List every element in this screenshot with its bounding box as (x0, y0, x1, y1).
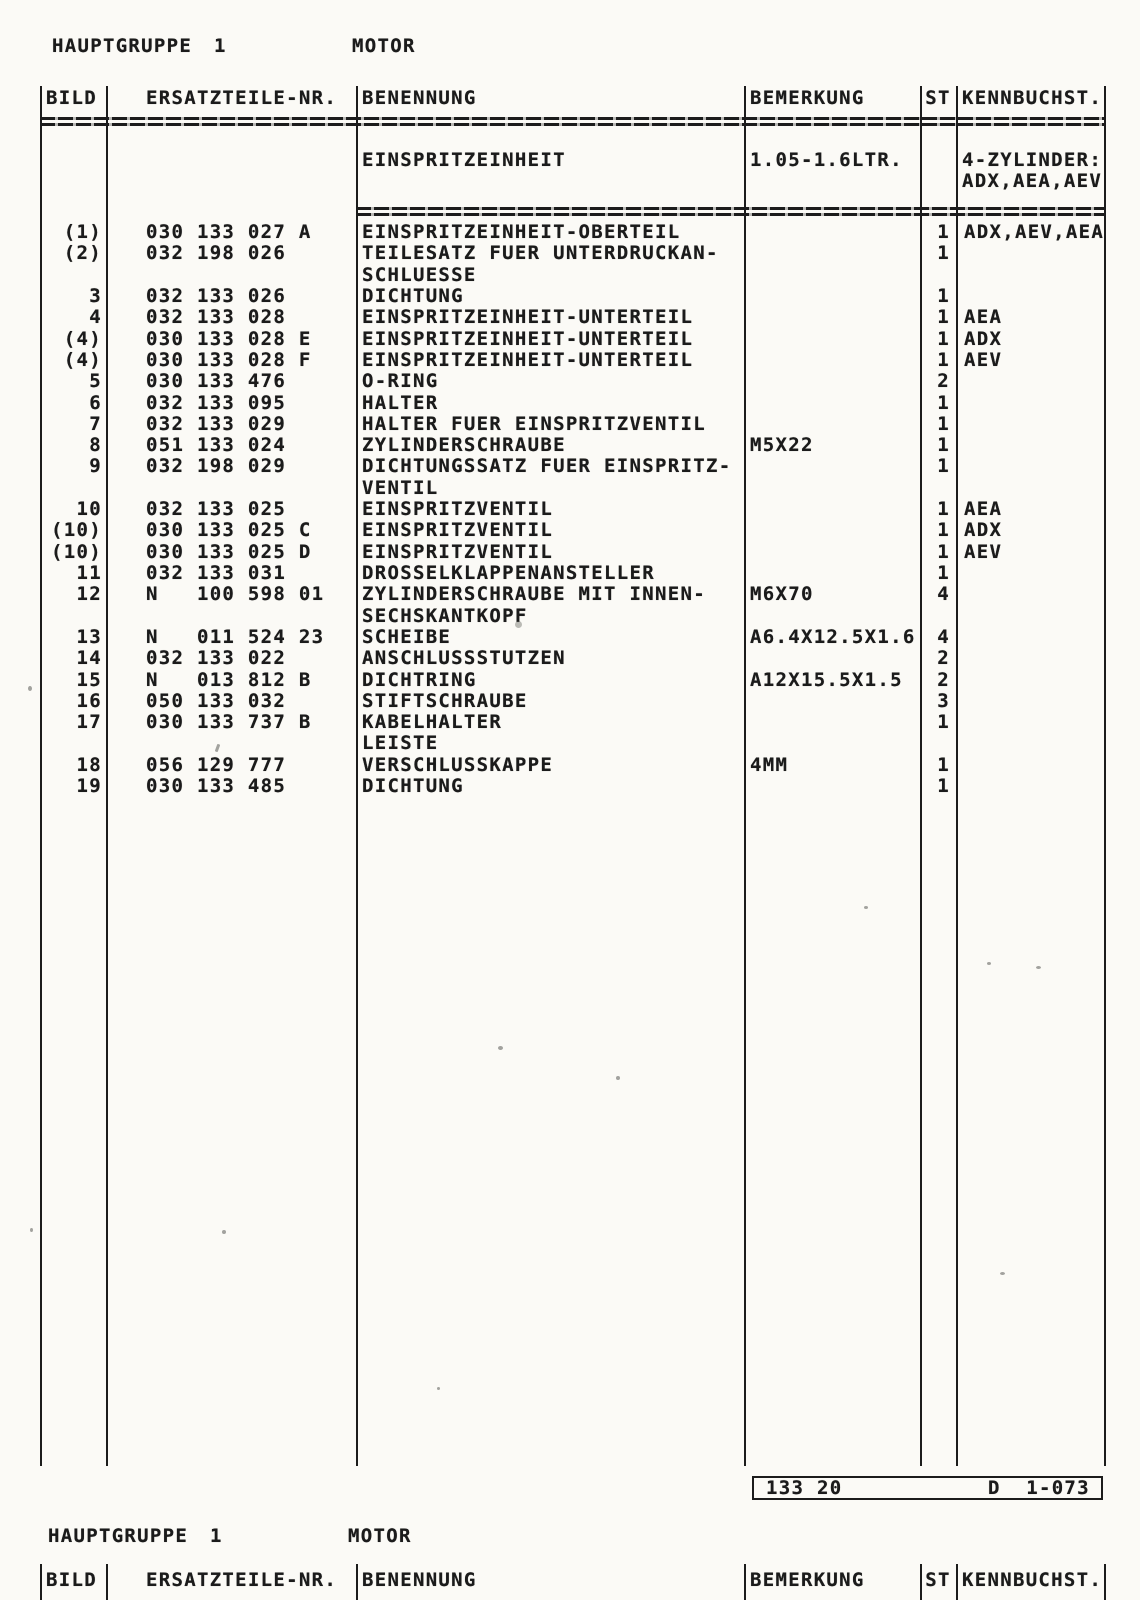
table-row (40, 350, 1104, 371)
cell-remark: M6X70 (750, 583, 814, 606)
description-line: EINSPRITZEINHEIT-UNTERTEIL (362, 348, 694, 371)
cell-bild: 7 (89, 412, 102, 435)
cell-part-number: 032 198 026 (146, 242, 287, 265)
next-column-divider-benennung (744, 1564, 746, 1600)
description-line: DROSSELKLAPPENANSTELLER (362, 562, 655, 584)
cell-description (362, 648, 566, 669)
col-header-bemerkung: BEMERKUNG (750, 87, 865, 109)
cell-part-number: 030 133 737 B (146, 711, 312, 734)
cell-description (362, 712, 502, 755)
cell-bild: (2) (63, 242, 102, 265)
description-line: EINSPRITZEINHEIT-OBERTEIL (362, 221, 681, 243)
table-row (40, 393, 1104, 414)
next-column-divider-nr (356, 1564, 358, 1600)
figure-number: 133 20 (766, 1477, 843, 1499)
next-table-border-left (40, 1564, 42, 1600)
next-page-title: MOTOR (348, 1525, 412, 1547)
cell-description (362, 286, 464, 307)
cell-qty: 2 (937, 647, 950, 670)
cell-remark: A12X15.5X1.5 (750, 668, 903, 691)
next-col-header-bild: BILD (46, 1569, 97, 1591)
cell-qty: 4 (937, 625, 950, 648)
next-col-header-ersatzteile: ERSATZTEILE-NR. (146, 1569, 338, 1591)
cell-qty: 1 (937, 327, 950, 350)
table-row (40, 627, 1104, 648)
table-row (40, 243, 1104, 286)
cell-remark: M5X22 (750, 434, 814, 457)
table-row (40, 691, 1104, 712)
cell-bild: 15 (76, 668, 102, 691)
cell-description (362, 222, 680, 243)
table-row (40, 584, 1104, 627)
cell-description (362, 393, 438, 414)
table-row (40, 286, 1104, 307)
cell-part-number: 056 129 777 (146, 753, 287, 776)
page-reference-box (752, 1476, 1103, 1500)
header-rule-bottom (40, 123, 1106, 126)
cell-qty: 1 (937, 498, 950, 521)
section-remark: 1.05-1.6LTR. (750, 149, 903, 171)
table-row (40, 542, 1104, 563)
next-column-divider-bild (106, 1564, 108, 1600)
cell-qty: 1 (937, 391, 950, 414)
table-row (40, 456, 1104, 499)
cell-code: AEA (964, 498, 1003, 521)
cell-description (362, 670, 477, 691)
cell-qty: 1 (937, 711, 950, 734)
scan-speck (30, 1228, 33, 1232)
cell-part-number: 032 133 029 (146, 412, 287, 435)
cell-description (362, 755, 553, 776)
cell-bild: 18 (76, 753, 102, 776)
cell-part-number: N 011 524 23 (146, 625, 325, 648)
description-line: DICHTUNGSSATZ FUER EINSPRITZ- (362, 455, 732, 478)
description-line: EINSPRITZEINHEIT-UNTERTEIL (362, 327, 694, 350)
description-line: KABELHALTER (362, 711, 503, 734)
scan-speck (864, 906, 868, 909)
cell-qty: 1 (937, 540, 950, 563)
cell-description (362, 456, 731, 499)
description-line: EINSPRITZEINHEIT-UNTERTEIL (362, 306, 694, 329)
scan-speck (616, 1076, 620, 1080)
description-line: DICHTUNG (362, 775, 464, 798)
cell-qty: 1 (937, 519, 950, 542)
cell-description (362, 542, 553, 563)
table-row (40, 371, 1104, 392)
next-hauptgruppe-number: 1 (210, 1525, 223, 1547)
cell-part-number: 030 133 485 (146, 775, 287, 798)
description-line: HALTER FUER EINSPRITZVENTIL (362, 412, 706, 435)
col-header-bild: BILD (46, 87, 97, 109)
cell-description (362, 350, 693, 371)
description-line: ANSCHLUSSSTUTZEN (362, 647, 566, 670)
table-row (40, 712, 1104, 755)
cell-bild: 4 (89, 306, 102, 329)
cell-qty: 1 (937, 221, 950, 243)
scan-speck (222, 1230, 226, 1234)
col-header-ersatzteile: ERSATZTEILE-NR. (146, 87, 338, 109)
table-row (40, 670, 1104, 691)
cell-bild: (10) (51, 540, 102, 563)
description-line: ZYLINDERSCHRAUBE (362, 434, 566, 457)
scan-speck (1036, 966, 1041, 969)
page-title: MOTOR (352, 35, 416, 57)
table-row (40, 776, 1104, 797)
cell-bild: 9 (89, 455, 102, 478)
cell-bild: (10) (51, 519, 102, 542)
table-row (40, 499, 1104, 520)
cell-bild: 3 (89, 284, 102, 307)
col-header-kennbuchst: KENNBUCHST. (962, 87, 1103, 109)
cell-code: AEA (964, 306, 1003, 329)
description-line: EINSPRITZVENTIL (362, 519, 554, 542)
description-line: ZYLINDERSCHRAUBE MIT INNEN- (362, 583, 706, 606)
cell-bild: 8 (89, 434, 102, 457)
cell-bild: 5 (89, 370, 102, 393)
table-row (40, 648, 1104, 669)
cell-part-number: 030 133 025 D (146, 540, 312, 563)
cell-qty: 1 (937, 348, 950, 371)
cell-description (362, 414, 706, 435)
cell-qty: 1 (937, 455, 950, 478)
hauptgruppe-label: HAUPTGRUPPE (52, 35, 193, 57)
cell-code: AEV (964, 540, 1003, 563)
table-row (40, 520, 1104, 541)
cell-bild: (4) (63, 348, 102, 371)
description-line: HALTER (362, 391, 439, 414)
table-row (40, 435, 1104, 456)
cell-qty: 1 (937, 562, 950, 584)
cell-bild: 11 (76, 562, 102, 584)
cell-bild: (4) (63, 327, 102, 350)
cell-qty: 1 (937, 753, 950, 776)
cell-part-number: 030 133 025 C (146, 519, 312, 542)
section-code-line2: ADX,AEA,AEV (962, 170, 1103, 192)
page-code: D 1-073 (988, 1477, 1090, 1499)
hauptgruppe-number: 1 (214, 35, 227, 57)
cell-description (362, 435, 566, 456)
cell-part-number: 051 133 024 (146, 434, 287, 457)
scan-speck (515, 621, 522, 628)
header-rule-top (40, 117, 1106, 120)
cell-part-number: 032 133 026 (146, 284, 287, 307)
description-line: SCHEIBE (362, 625, 452, 648)
cell-part-number: 030 133 476 (146, 370, 287, 393)
description-line: DICHTUNG (362, 284, 464, 307)
cell-part-number: 032 133 022 (146, 647, 287, 670)
cell-part-number: 032 133 025 (146, 498, 287, 521)
section-rule-bottom (356, 213, 1106, 216)
table-row (40, 307, 1104, 328)
cell-qty: 4 (937, 583, 950, 606)
cell-bild: 19 (76, 775, 102, 798)
cell-qty: 3 (937, 689, 950, 712)
description-line: LEISTE (362, 732, 439, 755)
cell-code: ADX (964, 327, 1003, 350)
next-col-header-bemerkung: BEMERKUNG (750, 1569, 865, 1591)
cell-qty: 2 (937, 370, 950, 393)
next-col-header-benennung: BENENNUNG (362, 1569, 477, 1591)
cell-part-number: 032 133 031 (146, 562, 287, 584)
cell-bild: 17 (76, 711, 102, 734)
cell-remark: A6.4X12.5X1.6 (750, 625, 916, 648)
cell-description (362, 563, 655, 584)
description-line: EINSPRITZVENTIL (362, 540, 554, 563)
table-row (40, 755, 1104, 776)
next-col-header-kennbuchst: KENNBUCHST. (962, 1569, 1103, 1591)
scan-speck (498, 1046, 503, 1050)
scan-speck (437, 1387, 440, 1390)
cell-description (362, 520, 553, 541)
cell-bild: 16 (76, 689, 102, 712)
section-title: EINSPRITZEINHEIT (362, 149, 566, 171)
next-table-border-right (1104, 1564, 1106, 1600)
next-hauptgruppe-label: HAUPTGRUPPE (48, 1525, 189, 1547)
next-column-divider-st (956, 1564, 958, 1600)
cell-description (362, 371, 438, 392)
scan-speck (1000, 1272, 1005, 1275)
description-line: TEILESATZ FUER UNTERDRUCKAN- (362, 242, 719, 265)
cell-description (362, 243, 719, 286)
cell-description (362, 499, 553, 520)
description-line: EINSPRITZVENTIL (362, 498, 554, 521)
cell-part-number: 030 133 027 A (146, 221, 312, 243)
cell-bild: 12 (76, 583, 102, 606)
cell-remark: 4MM (750, 753, 789, 776)
table-row (40, 563, 1104, 584)
cell-code: AEV (964, 348, 1003, 371)
scan-speck (28, 686, 32, 691)
description-line: SCHLUESSE (362, 263, 477, 286)
col-header-st: ST (925, 87, 951, 109)
next-col-header-st: ST (925, 1569, 951, 1591)
cell-bild: (1) (63, 221, 102, 243)
cell-qty: 2 (937, 668, 950, 691)
cell-part-number: 032 133 028 (146, 306, 287, 329)
cell-part-number: N 100 598 01 (146, 583, 325, 606)
cell-part-number: 030 133 028 F (146, 348, 312, 371)
description-line: STIFTSCHRAUBE (362, 689, 528, 712)
cell-bild: 13 (76, 625, 102, 648)
cell-description (362, 691, 528, 712)
cell-qty: 1 (937, 284, 950, 307)
col-header-benennung: BENENNUNG (362, 87, 477, 109)
cell-qty: 1 (937, 242, 950, 265)
cell-description (362, 307, 693, 328)
table-border-right (1104, 86, 1106, 1466)
cell-qty: 1 (937, 306, 950, 329)
cell-description (362, 584, 706, 627)
table-rows (40, 222, 1104, 797)
section-rule-top (356, 207, 1106, 210)
table-row (40, 414, 1104, 435)
cell-qty: 1 (937, 434, 950, 457)
scan-speck (987, 962, 991, 965)
cell-part-number: 032 133 095 (146, 391, 287, 414)
description-line: DICHTRING (362, 668, 477, 691)
cell-bild: 6 (89, 391, 102, 414)
cell-code: ADX,AEV,AEA (964, 221, 1105, 243)
description-line: SECHSKANTKOPF (362, 604, 528, 627)
description-line: O-RING (362, 370, 439, 393)
description-line: VERSCHLUSSKAPPE (362, 753, 554, 776)
cell-bild: 10 (76, 498, 102, 521)
cell-part-number: N 013 812 B (146, 668, 312, 691)
cell-description (362, 627, 451, 648)
cell-part-number: 030 133 028 E (146, 327, 312, 350)
cell-part-number: 032 198 029 (146, 455, 287, 478)
table-row (40, 329, 1104, 350)
description-line: VENTIL (362, 476, 439, 499)
cell-code: ADX (964, 519, 1003, 542)
cell-description (362, 776, 464, 797)
cell-qty: 1 (937, 412, 950, 435)
cell-description (362, 329, 693, 350)
table-row (40, 222, 1104, 243)
section-code-line1: 4-ZYLINDER: (962, 149, 1103, 171)
cell-qty: 1 (937, 775, 950, 798)
cell-bild: 14 (76, 647, 102, 670)
cell-part-number: 050 133 032 (146, 689, 287, 712)
